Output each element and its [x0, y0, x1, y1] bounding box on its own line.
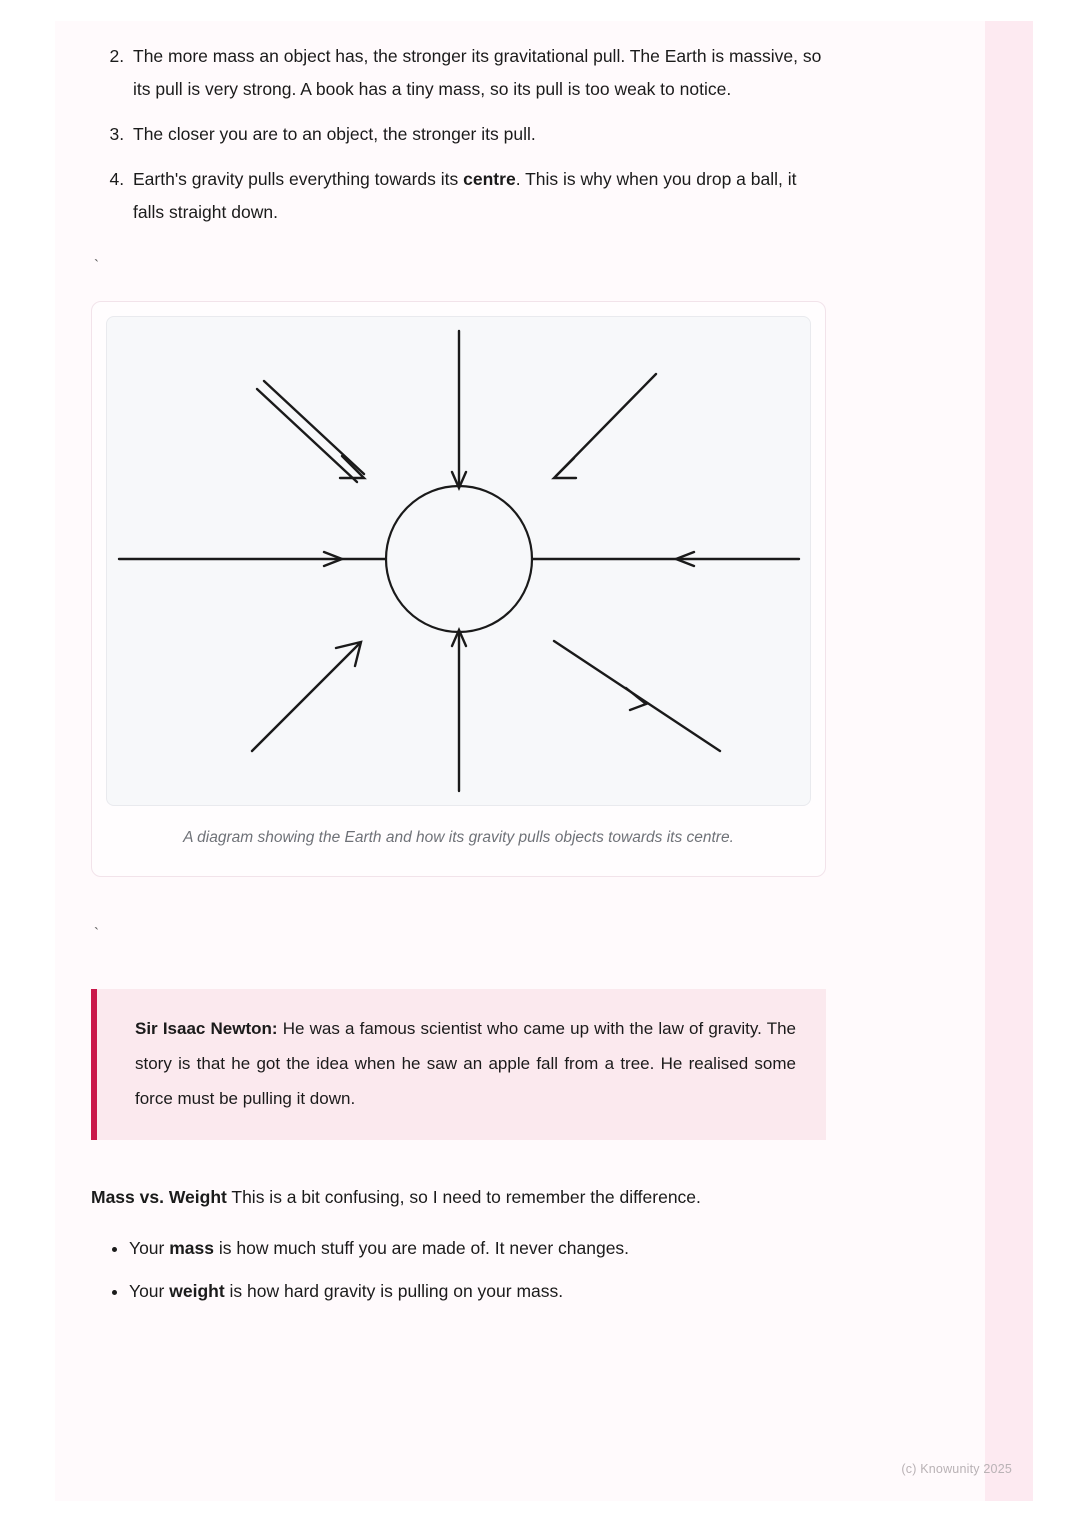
body-text: is how hard gravity is pulling on your mass. [224, 1281, 564, 1301]
newton-callout-lead: Sir Isaac Newton: [135, 1019, 278, 1038]
list-item [129, 40, 826, 106]
body-text: Your [129, 1281, 170, 1301]
bullet-list [91, 1232, 826, 1308]
emphasis-text: mass [169, 1238, 214, 1258]
body-text: The more mass an object has, the stronger its gravitational pull. The Earth is massive, so its pull is very strong. A book has a tiny mass, so its pull is too weak to notice. [133, 46, 822, 99]
figure-card [91, 301, 826, 877]
earth-gravity-arrows-diagram [114, 326, 804, 796]
document-content [91, 40, 826, 1318]
mass-vs-weight-paragraph [91, 1182, 826, 1212]
list-item [129, 1232, 826, 1265]
page-side-band [985, 21, 1033, 1501]
mass-vs-weight-heading: Mass vs. Weight [91, 1187, 227, 1207]
copyright-watermark: (c) Knowunity 2025 [901, 1462, 1012, 1476]
stray-backtick-1: ` [94, 257, 99, 274]
list-item [129, 163, 826, 229]
stray-backtick-2: ` [94, 925, 99, 942]
figure-caption: A diagram showing the Earth and how its gravity pulls objects towards its centre. [183, 829, 734, 846]
newton-callout-body: He was a famous scientist who came up with the law of gravity. The story is that he got the idea when he saw an apple fall from a tree. He realised some force must be pulling it down. [135, 1019, 796, 1108]
newton-callout [91, 989, 826, 1140]
body-text: Your [129, 1238, 170, 1258]
numbered-list [91, 40, 826, 229]
emphasis-text: centre [463, 169, 516, 189]
body-text: The closer you are to an object, the stronger its pull. [133, 124, 536, 144]
emphasis-text: weight [169, 1281, 225, 1301]
list-item [129, 1275, 826, 1308]
body-text: is how much stuff you are made of. It never changes. [214, 1238, 630, 1258]
mass-vs-weight-body: This is a bit confusing, so I need to remember the difference. [226, 1187, 701, 1207]
newton-callout-text [135, 1011, 796, 1116]
figure-image-area [106, 316, 811, 806]
body-text: Earth's gravity pulls everything towards its [133, 169, 464, 189]
body-text: . This is why when you drop a ball, it falls straight down. [133, 169, 797, 222]
list-item [129, 118, 826, 151]
